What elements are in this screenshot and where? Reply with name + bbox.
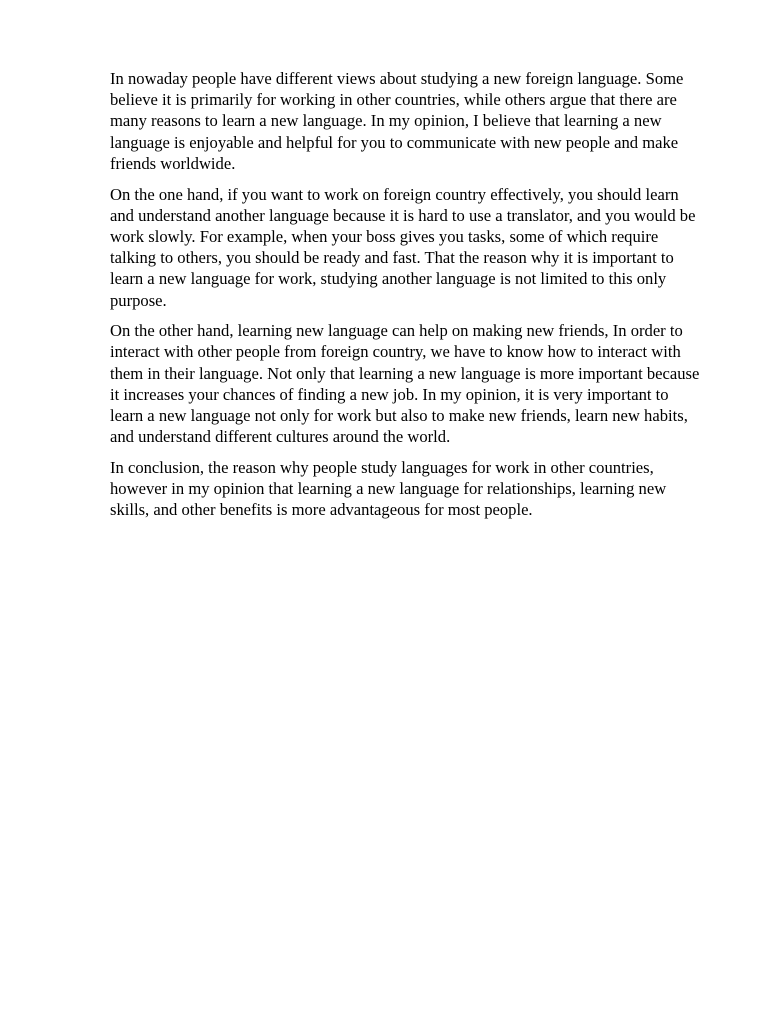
document-body bbox=[110, 68, 700, 530]
paragraph-work: On the one hand, if you want to work on foreign country effectively, you should learn and understand another language because it is hard to use a translator, and you would be work slowly. For example, when your boss gives you tasks, some of which require talking to others, you should be ready and fast. That the reason why it is important to learn a new language for work, studying another language is not limited to this only purpose. bbox=[110, 184, 696, 310]
paragraph-friends: On the other hand, learning new language can help on making new friends, In order to interact with other people from foreign country, we have to know how to interact with them in their language. Not only that learning a new language is more important because it increases your chances of finding a new job. In my opinion, it is very important to learn a new language not only for work but also to make new friends, learn new habits, and understand different cultures around the world. bbox=[110, 321, 700, 447]
paragraph-introduction: In nowaday people have different views about studying a new foreign language. Some believe it is primarily for working in other countries, while others argue that there are many reasons to learn a new language. In my opinion, I believe that learning a new language is enjoyable and helpful for you to communicate with new people and make friends worldwide. bbox=[110, 69, 684, 173]
paragraph-conclusion: In conclusion, the reason why people study languages for work in other countries, however in my opinion that learning a new language for relationships, learning new skills, and other benefits is more advantageous for most people. bbox=[110, 457, 667, 520]
